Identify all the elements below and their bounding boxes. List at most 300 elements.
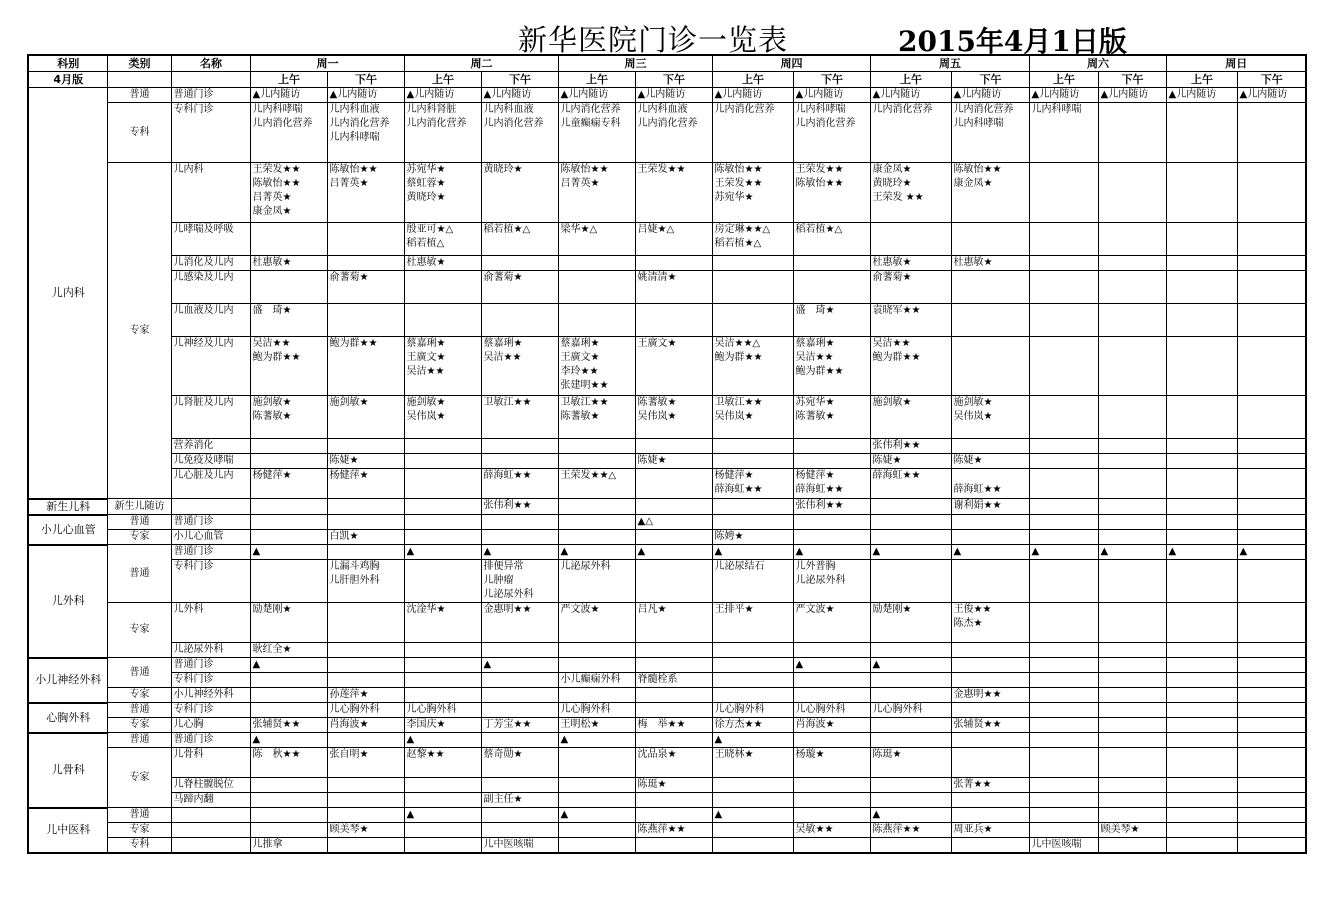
schedule-cell xyxy=(1029,673,1098,688)
schedule-cell: 陈 秋★★ xyxy=(250,748,327,778)
schedule-cell xyxy=(404,688,481,703)
schedule-cell xyxy=(870,793,951,808)
schedule-cell xyxy=(793,673,870,688)
schedule-cell xyxy=(1166,823,1237,838)
schedule-cell: 儿心胸外科 xyxy=(870,703,951,718)
schedule-cell xyxy=(635,793,712,808)
schedule-cell xyxy=(793,838,870,854)
schedule-cell xyxy=(558,838,635,854)
schedule-cell xyxy=(1098,304,1166,337)
schedule-cell xyxy=(404,823,481,838)
schedule-cell xyxy=(712,838,793,854)
table-row xyxy=(28,103,1306,163)
schedule-cell xyxy=(1166,454,1237,469)
type-cell: 专家 xyxy=(107,603,171,658)
schedule-cell xyxy=(1166,643,1237,658)
schedule-cell xyxy=(1237,396,1306,439)
name-cell: 儿脊柱髋脱位 xyxy=(171,778,250,793)
schedule-cell xyxy=(1237,733,1306,748)
schedule-cell xyxy=(1237,838,1306,854)
table-row xyxy=(28,688,1306,703)
schedule-cell xyxy=(327,658,404,673)
schedule-cell xyxy=(1166,396,1237,439)
header-blank xyxy=(107,72,171,88)
table-row xyxy=(28,823,1306,838)
table-row xyxy=(28,733,1306,748)
schedule-cell xyxy=(870,688,951,703)
schedule-cell xyxy=(793,271,870,304)
schedule-cell xyxy=(481,688,558,703)
schedule-cell xyxy=(870,673,951,688)
schedule-cell: 陈婕★ xyxy=(870,454,951,469)
type-cell: 专家 xyxy=(107,163,171,499)
table-row xyxy=(28,396,1306,439)
schedule-cell: 张辅贤★★ xyxy=(250,718,327,733)
schedule-cell: ▲△ xyxy=(635,515,712,530)
schedule-cell xyxy=(1166,256,1237,271)
header-am: 上午 xyxy=(404,72,481,88)
schedule-cell xyxy=(712,778,793,793)
schedule-cell xyxy=(1098,603,1166,643)
schedule-cell xyxy=(558,256,635,271)
schedule-cell: 张自明★ xyxy=(327,748,404,778)
name-cell: 专科门诊 xyxy=(171,560,250,603)
table-row xyxy=(28,560,1306,603)
schedule-cell: 王排平★ xyxy=(712,603,793,643)
schedule-cell xyxy=(1237,560,1306,603)
schedule-cell xyxy=(1029,454,1098,469)
schedule-cell xyxy=(1029,643,1098,658)
schedule-cell xyxy=(1098,337,1166,396)
name-cell: 儿外科 xyxy=(171,603,250,643)
schedule-cell: 儿内消化营养 儿童癫痫专科 xyxy=(558,103,635,163)
schedule-cell xyxy=(1098,163,1166,223)
schedule-cell: ▲ xyxy=(793,545,870,560)
schedule-cell: 儿内消化营养 xyxy=(870,103,951,163)
schedule-cell xyxy=(635,643,712,658)
schedule-cell: 王荣发★★ 陈敏怡★★ 吕菁英★ 康金凤★ xyxy=(250,163,327,223)
name-cell: 儿内科 xyxy=(171,163,250,223)
table-row xyxy=(28,271,1306,304)
schedule-cell xyxy=(1166,223,1237,256)
table-row xyxy=(28,748,1306,778)
schedule-cell xyxy=(404,838,481,854)
schedule-cell: 蔡嘉琍★ 吴洁★★ xyxy=(481,337,558,396)
schedule-cell xyxy=(1029,793,1098,808)
header-month-version: 4月版 xyxy=(28,72,107,88)
schedule-cell xyxy=(327,733,404,748)
schedule-cell: 施剑敏★ xyxy=(327,396,404,439)
schedule-cell: ▲ xyxy=(250,658,327,673)
header-day: 周三 xyxy=(558,55,712,72)
table-row xyxy=(28,530,1306,545)
schedule-cell: 副主任★ xyxy=(481,793,558,808)
schedule-cell: 排便异常 儿肿瘤 儿泌尿外科 xyxy=(481,560,558,603)
schedule-cell xyxy=(250,499,327,515)
schedule-cell xyxy=(558,748,635,778)
schedule-cell xyxy=(250,454,327,469)
schedule-cell xyxy=(951,337,1029,396)
schedule-cell xyxy=(1237,103,1306,163)
name-cell xyxy=(171,823,250,838)
schedule-cell: 张伟利★★ xyxy=(870,439,951,454)
header-am: 上午 xyxy=(250,72,327,88)
schedule-cell: 谢利娟★★ xyxy=(951,499,1029,515)
schedule-cell xyxy=(1166,673,1237,688)
table-row xyxy=(28,499,1306,515)
schedule-cell: 蔡奇勋★ xyxy=(481,748,558,778)
schedule-cell: 吴洁★★△ 鲍为群★★ xyxy=(712,337,793,396)
schedule-cell xyxy=(793,688,870,703)
schedule-cell xyxy=(1029,223,1098,256)
schedule-cell xyxy=(1166,530,1237,545)
dept-cell: 儿外科 xyxy=(28,545,107,658)
schedule-cell: 卫敏江★★ 陈蓍敏★ xyxy=(558,396,635,439)
schedule-cell: ▲ xyxy=(712,545,793,560)
name-cell: 儿心脏及儿内 xyxy=(171,469,250,499)
schedule-cell: 周亚兵★ xyxy=(951,823,1029,838)
schedule-cell: 儿心胸外科 xyxy=(327,703,404,718)
schedule-cell xyxy=(327,223,404,256)
schedule-cell xyxy=(951,793,1029,808)
schedule-cell xyxy=(951,658,1029,673)
schedule-cell xyxy=(1098,778,1166,793)
schedule-cell xyxy=(1029,439,1098,454)
header-am: 上午 xyxy=(712,72,793,88)
table-row xyxy=(28,658,1306,673)
schedule-cell xyxy=(712,499,793,515)
schedule-cell xyxy=(951,304,1029,337)
schedule-cell xyxy=(1029,530,1098,545)
schedule-cell xyxy=(712,643,793,658)
schedule-cell xyxy=(951,515,1029,530)
schedule-cell xyxy=(558,778,635,793)
schedule-cell: ▲ xyxy=(635,545,712,560)
header-am: 上午 xyxy=(1029,72,1098,88)
type-cell: 普通 xyxy=(107,88,171,103)
schedule-cell: 严文波★ xyxy=(558,603,635,643)
name-cell: 儿骨科 xyxy=(171,748,250,778)
header-type: 类别 xyxy=(107,55,171,72)
schedule-cell xyxy=(1166,439,1237,454)
schedule-cell xyxy=(481,304,558,337)
schedule-cell: 杜惠敏★ xyxy=(404,256,481,271)
type-cell: 专科 xyxy=(107,838,171,854)
schedule-cell xyxy=(250,530,327,545)
schedule-cell xyxy=(1098,454,1166,469)
schedule-cell: 儿内科哮喘 儿内消化营养 xyxy=(250,103,327,163)
type-cell: 普通 xyxy=(107,515,171,530)
schedule-cell: 王荣发★★ xyxy=(635,163,712,223)
schedule-cell xyxy=(1237,793,1306,808)
schedule-cell xyxy=(558,271,635,304)
schedule-cell xyxy=(635,304,712,337)
schedule-cell xyxy=(558,530,635,545)
schedule-cell xyxy=(870,643,951,658)
schedule-cell xyxy=(250,778,327,793)
header-day: 周五 xyxy=(870,55,1029,72)
schedule-cell xyxy=(558,823,635,838)
schedule-cell: 杨健萍★ xyxy=(327,469,404,499)
schedule-cell xyxy=(327,256,404,271)
schedule-cell xyxy=(951,560,1029,603)
dept-cell: 小儿心血管 xyxy=(28,515,107,545)
schedule-cell xyxy=(1166,271,1237,304)
schedule-cell xyxy=(1237,271,1306,304)
schedule-cell xyxy=(250,271,327,304)
type-cell: 专家 xyxy=(107,748,171,808)
schedule-cell: 薛海虹★★ xyxy=(951,469,1029,499)
schedule-cell xyxy=(1166,688,1237,703)
schedule-cell xyxy=(712,673,793,688)
schedule-cell: ▲ xyxy=(558,545,635,560)
table-row xyxy=(28,603,1306,643)
table-row xyxy=(28,545,1306,560)
schedule-cell: ▲ xyxy=(870,658,951,673)
schedule-cell: 耿红全★ xyxy=(250,643,327,658)
schedule-cell xyxy=(635,256,712,271)
schedule-cell xyxy=(1029,703,1098,718)
schedule-cell xyxy=(404,643,481,658)
table-row xyxy=(28,88,1306,103)
schedule-cell xyxy=(481,778,558,793)
type-cell: 专家 xyxy=(107,718,171,733)
type-cell: 新生儿随访 xyxy=(107,499,171,515)
schedule-cell xyxy=(404,515,481,530)
schedule-cell xyxy=(635,439,712,454)
schedule-cell: 施剑敏★ 吴伟岚★ xyxy=(951,396,1029,439)
schedule-cell: 陈蓍敏★ 吴伟岚★ xyxy=(635,396,712,439)
table-row xyxy=(28,838,1306,854)
schedule-cell xyxy=(1166,163,1237,223)
schedule-cell xyxy=(951,838,1029,854)
type-cell: 专科 xyxy=(107,103,171,163)
schedule-cell xyxy=(870,223,951,256)
schedule-cell: ▲ xyxy=(558,808,635,823)
schedule-cell: ▲ xyxy=(1098,545,1166,560)
schedule-cell xyxy=(1166,748,1237,778)
schedule-cell: 杨健萍★ 薛海虹★★ xyxy=(793,469,870,499)
schedule-cell xyxy=(1029,688,1098,703)
type-cell: 专家 xyxy=(107,688,171,703)
schedule-cell xyxy=(558,499,635,515)
schedule-cell xyxy=(404,271,481,304)
schedule-cell: 杨健萍★ 薛海虹★★ xyxy=(712,469,793,499)
schedule-cell xyxy=(327,439,404,454)
dept-cell: 儿内科 xyxy=(28,88,107,499)
schedule-cell xyxy=(870,515,951,530)
schedule-cell xyxy=(951,530,1029,545)
schedule-cell: 鲍为群★★ xyxy=(327,337,404,396)
schedule-cell xyxy=(481,439,558,454)
name-cell: 营养消化 xyxy=(171,439,250,454)
schedule-cell xyxy=(1166,515,1237,530)
schedule-cell xyxy=(404,454,481,469)
schedule-cell xyxy=(635,688,712,703)
schedule-cell xyxy=(793,454,870,469)
schedule-cell xyxy=(327,545,404,560)
name-cell: 专科门诊 xyxy=(171,103,250,163)
schedule-cell xyxy=(793,256,870,271)
schedule-cell: 儿心胸外科 xyxy=(558,703,635,718)
schedule-cell: 儿泌尿结石 xyxy=(712,560,793,603)
schedule-cell: 励楚刚★ xyxy=(250,603,327,643)
schedule-cell: 苏宛华★ 蔡虹蓉★ 黄晓玲★ xyxy=(404,163,481,223)
schedule-cell xyxy=(1029,658,1098,673)
schedule-cell: 王荣发★★△ xyxy=(558,469,635,499)
schedule-cell: 小儿癫痫外科 xyxy=(558,673,635,688)
schedule-cell xyxy=(1237,748,1306,778)
schedule-cell: 赵黎★★ xyxy=(404,748,481,778)
schedule-cell xyxy=(712,515,793,530)
schedule-cell xyxy=(951,673,1029,688)
page-title: 新华医院门诊一览表 xyxy=(518,23,789,57)
schedule-cell xyxy=(481,823,558,838)
schedule-cell: 沈淦华★ xyxy=(404,603,481,643)
schedule-cell: 陈敏怡★★ 康金凤★ xyxy=(951,163,1029,223)
schedule-cell: ▲儿内随访 xyxy=(327,88,404,103)
schedule-cell xyxy=(1029,256,1098,271)
schedule-cell xyxy=(1237,823,1306,838)
schedule-cell: ▲儿内随访 xyxy=(1237,88,1306,103)
schedule-cell: 儿内科哮喘 xyxy=(1029,103,1098,163)
schedule-cell xyxy=(250,703,327,718)
schedule-cell xyxy=(712,823,793,838)
schedule-cell: ▲ xyxy=(481,658,558,673)
schedule-cell xyxy=(1098,439,1166,454)
schedule-cell xyxy=(404,469,481,499)
schedule-cell xyxy=(793,778,870,793)
name-cell: 儿感染及儿内 xyxy=(171,271,250,304)
schedule-cell xyxy=(404,439,481,454)
schedule-cell xyxy=(1098,515,1166,530)
name-cell: 专科门诊 xyxy=(171,673,250,688)
schedule-cell xyxy=(1166,103,1237,163)
schedule-cell: ▲儿内随访 xyxy=(1166,88,1237,103)
schedule-cell xyxy=(1029,560,1098,603)
schedule-cell xyxy=(404,778,481,793)
name-cell: 普通门诊 xyxy=(171,658,250,673)
schedule-cell xyxy=(327,515,404,530)
schedule-cell xyxy=(1098,256,1166,271)
schedule-cell xyxy=(1237,808,1306,823)
schedule-cell xyxy=(1098,560,1166,603)
schedule-cell xyxy=(1098,748,1166,778)
schedule-cell xyxy=(1166,718,1237,733)
schedule-cell xyxy=(250,688,327,703)
schedule-cell xyxy=(481,703,558,718)
schedule-cell: 儿推拿 xyxy=(250,838,327,854)
schedule-cell: 励楚刚★ xyxy=(870,603,951,643)
schedule-cell xyxy=(635,658,712,673)
schedule-cell: 薛海虹★★ xyxy=(870,469,951,499)
type-cell: 专家 xyxy=(107,823,171,838)
schedule-cell: 儿内科肾脏 儿内消化营养 xyxy=(404,103,481,163)
schedule-cell: ▲儿内随访 xyxy=(1098,88,1166,103)
schedule-cell xyxy=(1166,793,1237,808)
dept-cell: 心胸外科 xyxy=(28,703,107,733)
schedule-cell: ▲ xyxy=(1029,545,1098,560)
name-cell: 马蹄内翻 xyxy=(171,793,250,808)
schedule-cell xyxy=(1237,469,1306,499)
table-row xyxy=(28,778,1306,793)
schedule-cell: ▲ xyxy=(1166,545,1237,560)
schedule-cell xyxy=(635,560,712,603)
schedule-cell xyxy=(404,530,481,545)
schedule-cell: 陈娉★ xyxy=(712,530,793,545)
schedule-cell xyxy=(1098,103,1166,163)
header-am: 上午 xyxy=(558,72,635,88)
schedule-cell: 苏宛华★ 陈蓍敏★ xyxy=(793,396,870,439)
schedule-cell: ▲ xyxy=(870,545,951,560)
schedule-cell: 儿心胸外科 xyxy=(712,703,793,718)
schedule-cell: 儿内科血液 儿内消化营养 儿内科哮喘 xyxy=(327,103,404,163)
schedule-cell xyxy=(635,530,712,545)
schedule-cell: 姚清清★ xyxy=(635,271,712,304)
schedule-cell xyxy=(558,688,635,703)
schedule-cell xyxy=(481,733,558,748)
schedule-cell: ▲ xyxy=(793,658,870,673)
header-am: 上午 xyxy=(1166,72,1237,88)
schedule-cell: 稻若植★△ xyxy=(793,223,870,256)
header-pm: 下午 xyxy=(481,72,558,88)
schedule-cell: ▲儿内随访 xyxy=(481,88,558,103)
table-row xyxy=(28,793,1306,808)
schedule-cell: 杜惠敏★ xyxy=(250,256,327,271)
schedule-cell xyxy=(712,793,793,808)
schedule-cell xyxy=(404,673,481,688)
schedule-cell xyxy=(870,733,951,748)
schedule-cell: ▲ xyxy=(404,808,481,823)
schedule-cell xyxy=(558,658,635,673)
name-cell: 儿免疫及哮喘 xyxy=(171,454,250,469)
schedule-cell: 盛 琦★ xyxy=(793,304,870,337)
type-cell: 普通 xyxy=(107,808,171,823)
type-cell: 专家 xyxy=(107,530,171,545)
schedule-cell: 儿心胸外科 xyxy=(793,703,870,718)
schedule-cell xyxy=(1237,778,1306,793)
name-cell xyxy=(171,838,250,854)
schedule-cell: 儿内消化营养 儿内科哮喘 xyxy=(951,103,1029,163)
schedule-cell xyxy=(712,688,793,703)
schedule-cell xyxy=(712,454,793,469)
schedule-cell xyxy=(1098,643,1166,658)
schedule-cell xyxy=(712,304,793,337)
table-row xyxy=(28,304,1306,337)
schedule-cell: 陈燕萍★★ xyxy=(870,823,951,838)
schedule-cell xyxy=(793,439,870,454)
schedule-cell xyxy=(1237,337,1306,396)
schedule-cell xyxy=(1237,603,1306,643)
schedule-cell: 吕婕★△ xyxy=(635,223,712,256)
schedule-cell: 俞蓍菊★ xyxy=(327,271,404,304)
schedule-cell xyxy=(404,560,481,603)
schedule-cell xyxy=(1029,733,1098,748)
schedule-cell: ▲ xyxy=(870,808,951,823)
schedule-cell: 盛 琦★ xyxy=(250,304,327,337)
schedule-cell xyxy=(327,778,404,793)
name-cell: 普通门诊 xyxy=(171,733,250,748)
schedule-cell: 金惠明★★ xyxy=(481,603,558,643)
schedule-cell xyxy=(635,499,712,515)
table-row xyxy=(28,673,1306,688)
schedule-cell xyxy=(870,718,951,733)
name-cell: 小儿心血管 xyxy=(171,530,250,545)
name-cell: 普通门诊 xyxy=(171,515,250,530)
schedule-cell xyxy=(558,439,635,454)
schedule-cell xyxy=(951,439,1029,454)
schedule-cell xyxy=(1029,337,1098,396)
